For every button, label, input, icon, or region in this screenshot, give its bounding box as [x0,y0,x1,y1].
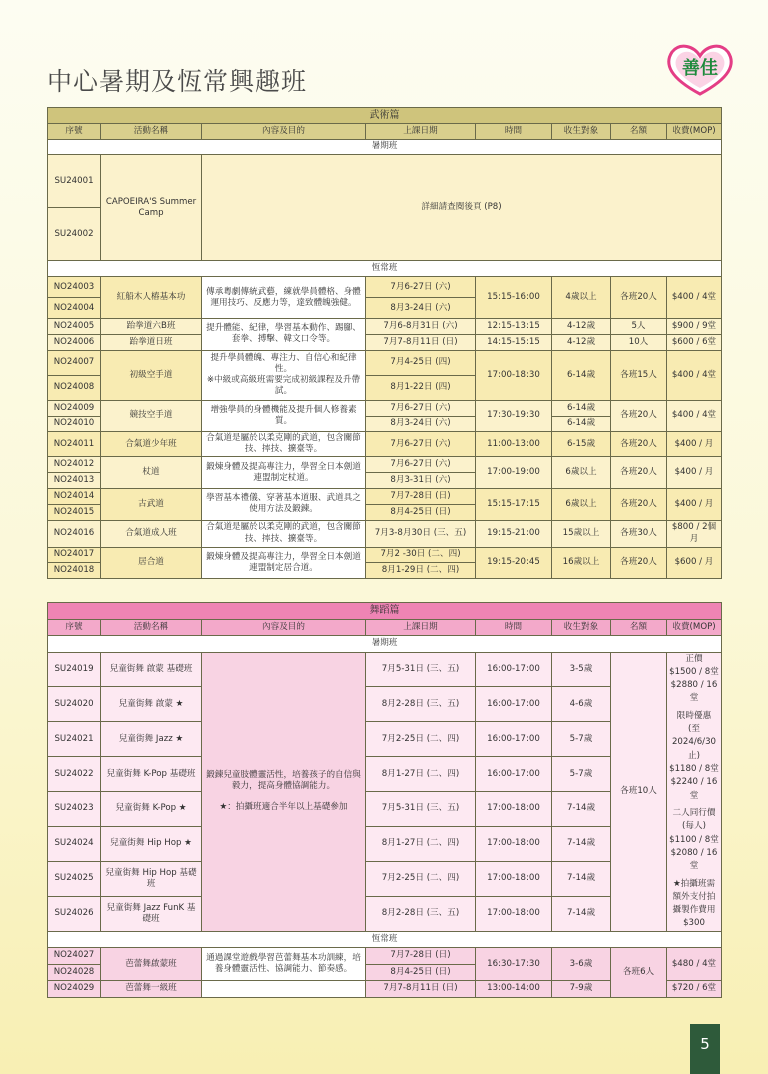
target-cell: 6歲以上 [552,488,611,520]
fee-cell: $900 / 9堂 [667,319,722,335]
target-cell: 6歲以上 [552,457,611,489]
desc-cell: 增強學員的身體機能及提升個人修養素質。 [202,400,366,432]
code-cell: NO24017 [48,547,101,563]
date-cell: 7月4-25日 (四) [366,350,476,375]
name-cell: 競技空手道 [101,400,202,432]
date-cell: 7月2-25日 (二、四) [366,861,476,896]
desc-cell: 傳承粵劇傳統武藝，練就學員體格、身體運用技巧、反應力等，達致體魄強健。 [202,277,366,319]
date-cell: 8月3-24日 (六) [366,298,476,319]
time-cell: 16:00-17:00 [476,652,552,687]
col-header: 內容及目的 [202,123,366,139]
fee-cell: $800 / 2個月 [667,520,722,547]
code-cell: NO24012 [48,457,101,473]
code-cell: NO24009 [48,400,101,416]
time-cell: 16:00-17:00 [476,722,552,757]
col-header: 序號 [48,619,101,636]
time-cell: 16:00-17:00 [476,757,552,792]
date-cell: 8月2-28日 (三、五) [366,896,476,931]
fee-line: $2880 / 16堂 [670,680,718,704]
desc-note: ★：拍攝班適合半年以上基礎參加 [219,802,348,813]
date-cell: 7月6-8月31日 (六) [366,319,476,335]
target-cell: 7-14歲 [552,792,611,827]
date-cell: 7月5-31日 (三、五) [366,652,476,687]
code-cell: SU24026 [48,896,101,931]
date-cell: 7月7-28日 (日) [366,488,476,504]
code-cell: NO24029 [48,981,101,998]
martial-arts-table [47,107,722,579]
code-cell: NO24027 [48,948,101,965]
col-header: 活動名稱 [101,619,202,636]
col-header: 收費(MOP) [667,123,722,139]
code-cell: SU24001 [48,155,101,208]
time-cell: 14:15-15:15 [476,334,552,350]
name-cell: 兒童街舞 Jazz FunK 基礎班 [101,896,202,931]
target-cell: 4-12歲 [552,334,611,350]
code-cell: NO24007 [48,350,101,375]
time-cell: 17:00-18:30 [476,350,552,400]
fee-cell: $400 / 4堂 [667,400,722,432]
quota-cell: 各班20人 [611,400,667,432]
name-cell: 跆拳道日班 [101,334,202,350]
code-cell: SU24021 [48,722,101,757]
date-cell: 7月7-8月11日 (日) [366,334,476,350]
page-title: 中心暑期及恆常興趣班 [47,67,308,96]
name-cell: 兒童街舞 Jazz ★ [101,722,202,757]
quota-cell: 各班20人 [611,457,667,489]
time-cell: 12:15-13:15 [476,319,552,335]
quota-cell: 各班20人 [611,488,667,520]
code-cell: NO24014 [48,488,101,504]
fee-line: 正價 [685,653,703,664]
date-cell: 7月6-27日 (六) [366,457,476,473]
time-cell: 13:00-14:00 [476,981,552,998]
quota-cell: 10人 [611,334,667,350]
fee-line: 限時優惠 [676,710,712,721]
col-header: 收生對象 [552,619,611,636]
fee-cell: $400 / 月 [667,457,722,489]
quota-cell: 各班20人 [611,277,667,319]
target-cell: 6-14歲 [552,416,611,432]
date-cell: 7月6-27日 (六) [366,400,476,416]
fee-line: $1500 / 8堂 [669,666,719,677]
name-cell: 合氣道成人班 [101,520,202,547]
date-cell: 7月2 -30日 (二、四) [366,547,476,563]
code-cell: NO24010 [48,416,101,432]
time-cell: 11:00-13:00 [476,432,552,457]
desc-cell: 鍛煉身體及提高專注力，學習全日本劍道連盟制定居合道。 [202,547,366,579]
date-cell: 8月3-24日 (六) [366,416,476,432]
code-cell: NO24003 [48,277,101,298]
desc-cell: 合氣道是屬於以柔克剛的武道，包含關節技、摔技、擴臺等。 [202,520,366,547]
desc-cell [202,652,366,931]
quota-cell: 各班6人 [611,948,667,998]
time-cell: 17:00-18:00 [476,827,552,862]
name-cell: 紅船木人樁基本功 [101,277,202,319]
target-cell: 7-9歲 [552,981,611,998]
time-cell: 15:15-17:15 [476,488,552,520]
fee-cell: $720 / 6堂 [667,981,722,998]
target-cell: 4歲以上 [552,277,611,319]
logo-text: 善佳 [682,58,718,79]
name-cell: 兒童街舞 K-Pop ★ [101,792,202,827]
date-cell: 8月2-28日 (三、五) [366,687,476,722]
time-cell: 19:15-21:00 [476,520,552,547]
date-cell: 8月1-22日 (四) [366,375,476,400]
desc-cell: 提升體能、紀律，學習基本動作、踢腳、套拳、搏擊、韓文口令等。 [202,319,366,351]
date-cell: 7月6-27日 (六) [366,277,476,298]
fee-cell: $400 / 月 [667,432,722,457]
name-cell: 芭蕾舞啟蒙班 [101,948,202,981]
code-cell: SU24019 [48,652,101,687]
fee-cell: $400 / 月 [667,488,722,520]
desc-cell: 鍛煉身體及提高專注力，學習全日本劍道連盟制定杖道。 [202,457,366,489]
code-cell: SU24002 [48,208,101,261]
time-cell: 17:30-19:30 [476,400,552,432]
code-cell: NO24015 [48,504,101,520]
col-header: 時間 [476,619,552,636]
fee-cell: $400 / 4堂 [667,350,722,400]
target-cell: 16歲以上 [552,547,611,579]
target-cell: 7-14歲 [552,827,611,862]
time-cell: 16:00-17:00 [476,687,552,722]
subsection-title: 暑期班 [48,636,722,653]
code-cell: NO24013 [48,473,101,489]
time-cell: 17:00-19:00 [476,457,552,489]
code-cell: NO24018 [48,563,101,579]
code-cell: NO24011 [48,432,101,457]
time-cell: 16:30-17:30 [476,948,552,981]
fee-line: $1100 / 8堂 [669,834,719,845]
code-cell: SU24020 [48,687,101,722]
time-cell: 17:00-18:00 [476,861,552,896]
page-number: 5 [690,1024,720,1074]
date-cell: 7月2-25日 (二、四) [366,722,476,757]
subsection-title: 恆常班 [48,931,722,948]
desc-cell: 學習基本禮儀、穿著基本道服、武道具之使用方法及鍛鍊。 [202,488,366,520]
col-header: 內容及目的 [202,619,366,636]
detail-cell: 詳細請查閱後頁 (P8) [202,155,722,261]
date-cell: 7月3-8月30日 (三、五) [366,520,476,547]
date-cell: 7月6-27日 (六) [366,432,476,457]
name-cell: 兒童街舞 Hip Hop ★ [101,827,202,862]
col-header: 名額 [611,123,667,139]
target-cell: 3-6歲 [552,948,611,981]
quota-cell: 各班10人 [611,652,667,931]
section-title: 舞蹈篇 [48,603,722,620]
quota-cell: 各班20人 [611,432,667,457]
code-cell: NO24006 [48,334,101,350]
name-cell: 初級空手道 [101,350,202,400]
target-cell: 5-7歲 [552,722,611,757]
desc-cell [202,350,366,400]
date-cell: 7月7-28日 (日) [366,948,476,965]
name-cell: 古武道 [101,488,202,520]
subsection-title: 暑期班 [48,139,722,155]
target-cell: 15歲以上 [552,520,611,547]
name-cell: 合氣道少年班 [101,432,202,457]
target-cell: 6-15歲 [552,432,611,457]
target-cell: 6-14歲 [552,400,611,416]
desc-cell [202,981,366,998]
code-cell: NO24005 [48,319,101,335]
time-cell: 19:15-20:45 [476,547,552,579]
subsection-title: 恆常班 [48,261,722,277]
fee-line: $2240 / 16堂 [670,777,718,801]
code-cell: NO24008 [48,375,101,400]
name-cell: 兒童街舞 Hip Hop 基礎班 [101,861,202,896]
date-cell: 8月1-29日 (二、四) [366,563,476,579]
col-header: 收費(MOP) [667,619,722,636]
quota-cell: 各班20人 [611,547,667,579]
quota-cell: 5人 [611,319,667,335]
target-cell: 7-14歲 [552,861,611,896]
col-header: 上課日期 [366,123,476,139]
time-cell: 17:00-18:00 [476,896,552,931]
code-cell: SU24024 [48,827,101,862]
target-cell: 4-6歲 [552,687,611,722]
desc-note: ※中級或高級班需要完成初級課程及升帶試。 [206,375,361,397]
target-cell: 3-5歲 [552,652,611,687]
name-cell: 杖道 [101,457,202,489]
name-cell: 居合道 [101,547,202,579]
fee-cell: $480 / 4堂 [667,948,722,981]
date-cell: 8月3-31日 (六) [366,473,476,489]
date-cell: 8月4-25日 (日) [366,504,476,520]
code-cell: NO24004 [48,298,101,319]
fee-line: $2080 / 16堂 [670,847,718,872]
date-cell: 8月1-27日 (二、四) [366,827,476,862]
section-title: 武術篇 [48,108,722,124]
dance-table [47,602,722,998]
col-header: 名額 [611,619,667,636]
desc-cell: 通過課堂遊戲學習芭蕾舞基本功訓練，培養身體靈活性、協調能力、節奏感。 [202,948,366,981]
code-cell: NO24016 [48,520,101,547]
col-header: 活動名稱 [101,123,202,139]
col-header: 時間 [476,123,552,139]
quota-cell: 各班30人 [611,520,667,547]
target-cell: 4-12歲 [552,319,611,335]
name-cell: 兒童街舞 啟蒙 基礎班 [101,652,202,687]
target-cell: 5-7歲 [552,757,611,792]
desc-line: 鍛鍊兒童肢體靈活性，培養孩子的自信與毅力，提高身體協調能力。 [206,769,361,792]
fee-cell: $600 / 6堂 [667,334,722,350]
time-cell: 15:15-16:00 [476,277,552,319]
name-cell: 兒童街舞 啟蒙 ★ [101,687,202,722]
date-cell: 8月4-25日 (日) [366,964,476,981]
code-cell: NO24028 [48,964,101,981]
name-cell: 芭蕾舞一級班 [101,981,202,998]
col-header: 收生對象 [552,123,611,139]
date-cell: 7月7-8月11日 (日) [366,981,476,998]
name-cell: CAPOEIRA'S Summer Camp [101,155,202,261]
fee-cell: $600 / 月 [667,547,722,579]
name-cell: 兒童街舞 K-Pop 基礎班 [101,757,202,792]
heart-logo [660,40,740,98]
date-cell: 7月5-31日 (三、五) [366,792,476,827]
quota-cell: 各班15人 [611,350,667,400]
fee-cell [667,652,722,931]
code-cell: SU24022 [48,757,101,792]
target-cell: 6-14歲 [552,350,611,400]
fee-line: (至2024/6/30止) [671,724,717,761]
fee-line: ★拍攝班需額外支付拍攝製作費用$300 [672,878,716,929]
col-header: 上課日期 [366,619,476,636]
code-cell: SU24023 [48,792,101,827]
name-cell: 跆拳道六B班 [101,319,202,335]
code-cell: SU24025 [48,861,101,896]
time-cell: 17:00-18:00 [476,792,552,827]
target-cell: 7-14歲 [552,896,611,931]
col-header: 序號 [48,123,101,139]
date-cell: 8月1-27日 (二、四) [366,757,476,792]
fee-line: $1180 / 8堂 [669,764,719,774]
fee-cell: $400 / 4堂 [667,277,722,319]
desc-line: 提升學員體魄、專注力、自信心和紀律性。 [210,352,357,375]
desc-cell: 合氣道是屬於以柔克剛的武道，包含關節技、摔技、擴臺等。 [202,432,366,457]
fee-line: 二人同行價(每人) [672,807,716,832]
